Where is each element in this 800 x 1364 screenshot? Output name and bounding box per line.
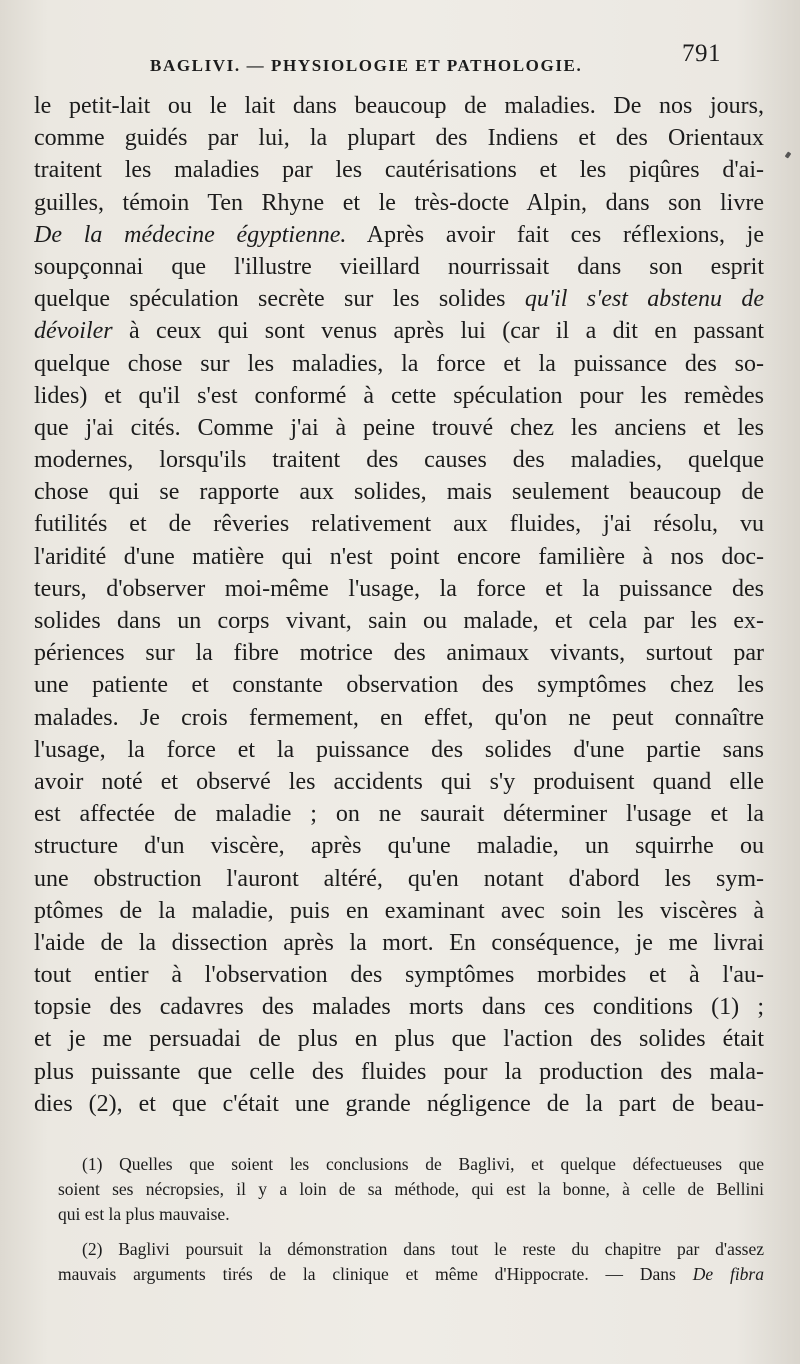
- text-line: topsie des cadavres des malades morts dans ces conditions (1) ;: [34, 994, 764, 1021]
- text-line: lides) et qu'il s'est conformé à cette spéculation pour les remèdes: [34, 382, 764, 409]
- text-line: périences sur la fibre motrice des animaux vivants, surtout par: [34, 640, 764, 667]
- text-span: à ceux qui sont venus après lui (car il a dit en passant: [112, 318, 764, 345]
- text-line: soupçonnai que l'illustre vieillard nourrissait dans son esprit: [34, 253, 764, 280]
- text-line: chose qui se rapporte aux solides, mais seulement beaucoup de: [34, 479, 764, 506]
- text-line: modernes, lorsqu'ils traitent des causes des maladies, quelque: [34, 447, 764, 474]
- text-span: mauvais arguments tirés de la clinique et même d'Hippocrate. — Dans: [58, 1264, 693, 1284]
- italic-phrase: qu'il s'est abstenu de: [524, 286, 764, 313]
- italic-phrase: De fibra: [692, 1264, 764, 1284]
- text-line: une obstruction l'auront altéré, qu'en notant d'abord les sym-: [34, 865, 764, 892]
- text-line: l'aridité d'une matière qui n'est point encore familière à nos doc-: [34, 543, 764, 570]
- text-line: plus puissante que celle des fluides pour la production des mala-: [34, 1058, 764, 1085]
- text-line: [34, 315, 764, 347]
- text-line: futilités et de rêveries relativement aux fluides, j'ai résolu, vu: [34, 511, 764, 538]
- text-line: dies (2), et que c'était une grande négligence de la part de beau-: [34, 1090, 764, 1117]
- text-line: tout entier à l'observation des symptômes morbides et à l'au-: [34, 962, 764, 989]
- text-line: l'aide de la dissection après la mort. En conséquence, je me livrai: [34, 929, 764, 956]
- text-line: structure d'un viscère, après qu'une maladie, un squirrhe ou: [34, 833, 764, 860]
- text-line: comme guidés par lui, la plupart des Indiens et des Orientaux: [34, 125, 764, 152]
- text-span: Après avoir fait ces réflexions, je: [346, 221, 764, 248]
- text-line: guilles, témoin Ten Rhyne et le très-docte Alpin, dans son livre: [34, 189, 764, 216]
- text-line: quelque chose sur les maladies, la force et la puissance des so-: [34, 350, 764, 377]
- body-text: [34, 90, 764, 1120]
- running-title: BAGLIVI. — PHYSIOLOGIE ET PATHOLOGIE.: [150, 56, 583, 75]
- text-line: traitent les maladies par les cautérisations et les piqûres d'ai-: [34, 157, 764, 184]
- footnote-1-line: soient ses nécropsies, il y a loin de sa méthode, qui est la bonne, à celle de Bellini: [58, 1179, 764, 1199]
- italic-phrase: dévoiler: [34, 318, 113, 345]
- text-line: solides dans un corps vivant, sain ou malade, et cela par les ex-: [34, 608, 764, 634]
- page-number: 791: [682, 40, 721, 67]
- text-line: [34, 283, 764, 315]
- book-title-italic: De la médecine égyptienne.: [34, 221, 347, 248]
- text-line: [34, 219, 764, 251]
- footnote-2-line: [58, 1262, 764, 1287]
- text-line: que j'ai cités. Comme j'ai à peine trouvé chez les anciens et les: [34, 414, 764, 441]
- text-line: malades. Je crois fermement, en effet, qu'on ne peut connaître: [34, 704, 764, 731]
- footnotes: [60, 1152, 764, 1287]
- footnote-2-line: (2) Baglivi poursuit la démonstration dans tout le reste du chapitre par d'assez: [82, 1239, 764, 1259]
- text-line: teurs, d'observer moi-même l'usage, la force et la puissance des: [34, 575, 764, 602]
- page-header: [0, 40, 800, 84]
- text-line: le petit-lait ou le lait dans beaucoup de maladies. De nos jours,: [34, 93, 764, 119]
- text-span: quelque spéculation secrète sur les solides: [34, 286, 525, 313]
- text-line: est affectée de maladie ; on ne saurait déterminer l'usage et la: [34, 801, 764, 828]
- text-line: ptômes de la maladie, puis en examinant avec soin les viscères à: [34, 897, 764, 924]
- ink-speck: [785, 151, 792, 158]
- text-line: l'usage, la force et la puissance des solides d'une partie sans: [34, 736, 764, 763]
- text-line: une patiente et constante observation des symptômes chez les: [34, 672, 764, 699]
- footnote-1-line: qui est la plus mauvaise.: [58, 1204, 230, 1224]
- text-line: et je me persuadai de plus en plus que l'action des solides était: [34, 1026, 764, 1053]
- text-line: avoir noté et observé les accidents qui s'y produisent quand elle: [34, 768, 764, 795]
- footnote-1-line: (1) Quelles que soient les conclusions de Baglivi, et quelque défectueuses que: [82, 1154, 764, 1174]
